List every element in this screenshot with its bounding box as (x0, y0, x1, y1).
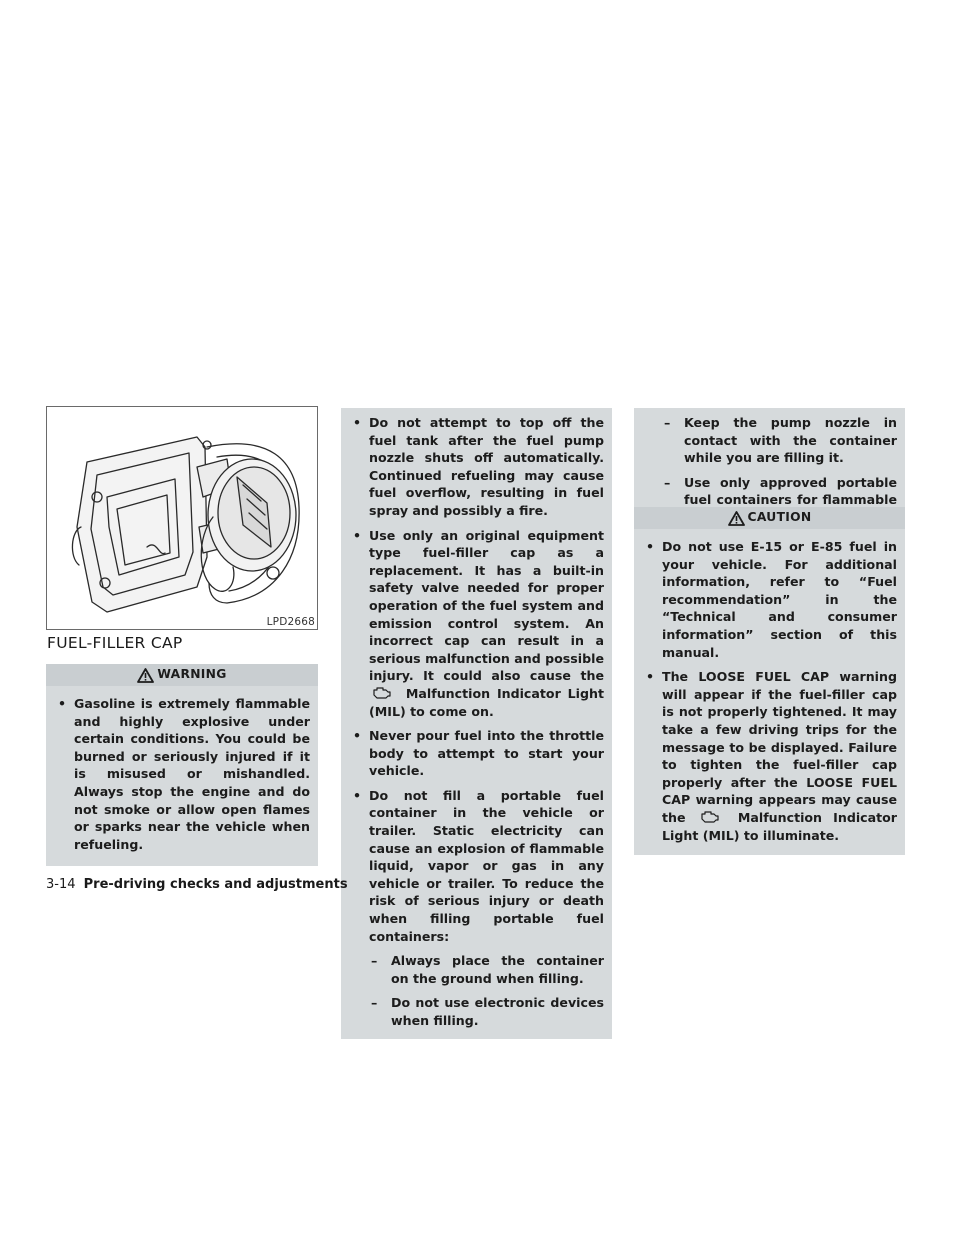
caution-header-label: CAUTION (747, 510, 812, 525)
warning-triangle-icon (137, 668, 154, 683)
warning-header-label: WARNING (157, 667, 227, 682)
chapter-title: Pre-driving checks and adjustments (83, 877, 348, 892)
page-footer (46, 877, 348, 892)
engine-mil-icon (699, 810, 721, 824)
caution-item-e15: • Do not use E-15 or E-85 fuel in your vehicle. For additional information, refer to “Fuel recommendation” in the “Technical and consumer information” section of this manual. (642, 538, 897, 661)
warning-subitem: – Keep the pump nozzle in contact with the container while you are filling it. (642, 414, 897, 467)
warning-box (46, 664, 318, 866)
warning-item-container: • Do not fill a portable fuel container in the vehicle or trailer. Static electricity can cause an explosion of flammable liquid, vapor or gas in any vehicle or trailer. To reduce the risk of serious injury or death when filling portable fuel containers: (349, 787, 604, 945)
figure-code: LPD2668 (266, 616, 315, 628)
caution-header (634, 507, 905, 529)
loose-item-text: The LOOSE FUEL CAP warning will appear if the fuel-filler cap is not properly tightened. It may take a few driving trips for the message to be displayed. Failure to tighten the fuel-filler cap properly after the LOOSE FUEL CAP warning appears may cause the (662, 669, 897, 825)
cap-item-text: Use only an original equipment type fuel-filler cap as a replacement. It has a built-in safety valve needed for proper operation of the fuel system and emission control system. An incorrect cap can result in a serious malfunction and possible injury. It could also cause the (369, 527, 604, 684)
cap-item-text-end: Malfunction Indicator Light (MIL) to come on. (369, 685, 604, 719)
warning-subitem: – Do not use electronic devices when filling. (349, 994, 604, 1029)
engine-mil-icon (371, 686, 393, 700)
caution-item-loose-cap (642, 668, 897, 844)
caution-box (634, 507, 905, 855)
warning-item-throttle: • Never pour fuel into the throttle body to attempt to start your vehicle. (349, 727, 604, 780)
warning-item: • Gasoline is extremely flammable and highly explosive under certain conditions. You could be burned or seriously injured if it is misused or mishandled. Always stop the engine and do not smoke or allow open flames or sparks near the vehicle when refueling. (54, 695, 310, 853)
warning-subitem: – Use only approved portable fuel containers for flammable (642, 474, 897, 527)
page-number: 3-14 (46, 877, 76, 892)
warning-triangle-icon (728, 511, 745, 526)
figure-fuel-filler-cap (46, 406, 318, 630)
fuel-filler-illustration (47, 407, 317, 629)
warning-box-continued (341, 408, 612, 1039)
warning-item-original-cap (349, 527, 604, 721)
warning-subitem: – Always place the container on the ground when filling. (349, 952, 604, 987)
section-title: FUEL-FILLER CAP (47, 634, 183, 652)
warning-header (46, 664, 318, 686)
loose-item-text-end: Malfunction Indicator Light (MIL) to illuminate. (662, 809, 897, 843)
warning-item-top-off: • Do not attempt to top off the fuel tank after the fuel pump nozzle shuts off automatically. Continued refueling may cause fuel overflow, resulting in fuel spray and possibly a fire. (349, 414, 604, 520)
